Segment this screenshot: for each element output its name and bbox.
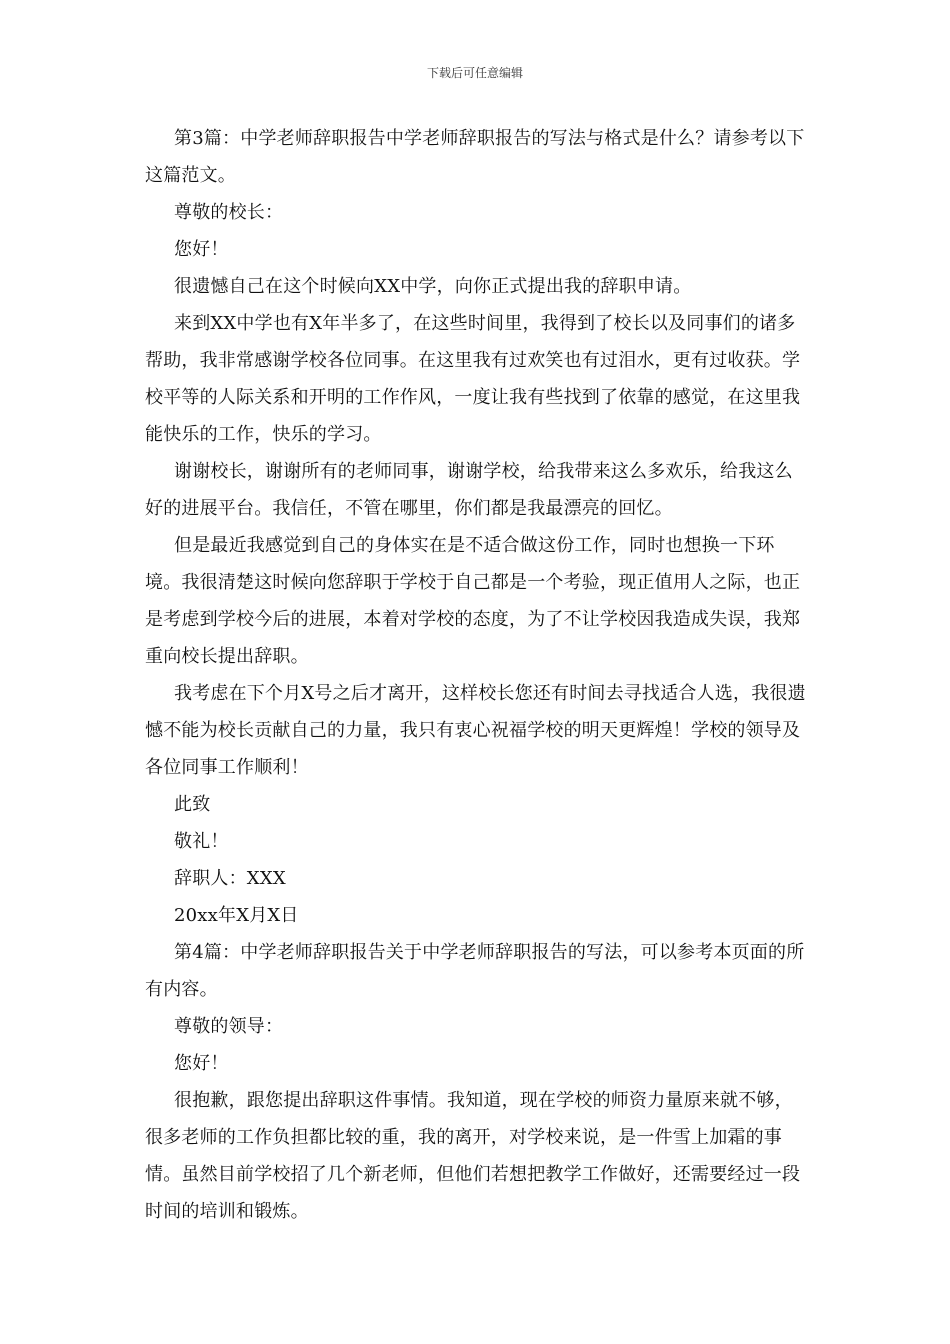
paragraph-closing: 此致: [174, 794, 211, 815]
paragraph: 谢谢校长，谢谢所有的老师同事，谢谢学校，给我带来这么多欢乐，给我这么好的进展平台。我信任，不管在哪里，你们都是我最漂亮的回忆。: [145, 461, 793, 519]
document-body: [145, 120, 810, 1230]
paragraph-date: 20xx年X月X日: [174, 905, 299, 926]
paragraph-regards: 敬礼！: [174, 831, 229, 852]
paragraph-salutation: 尊敬的领导：: [174, 1016, 284, 1037]
paragraph-signature: 辞职人：XXX: [174, 868, 286, 889]
page-header: 下载后可任意编辑: [426, 66, 523, 80]
paragraph: 很抱歉，跟您提出辞职这件事情。我知道，现在学校的师资力量原来就不够，很多老师的工作负担都比较的重，我的离开，对学校来说，是一件雪上加霜的事情。虽然目前学校招了几个新老师，但他们若想把教学工作做好，还需要经过一段时间的培训和锻炼。: [145, 1090, 801, 1222]
paragraph: 很遗憾自己在这个时候向XX中学，向你正式提出我的辞职申请。: [174, 276, 692, 297]
paragraph-article3-intro: 第3篇：中学老师辞职报告中学老师辞职报告的写法与格式是什么？请参考以下这篇范文。: [145, 128, 805, 186]
paragraph-salutation: 尊敬的校长：: [174, 202, 284, 223]
paragraph-article4-intro: 第4篇：中学老师辞职报告关于中学老师辞职报告的写法，可以参考本页面的所有内容。: [145, 942, 805, 1000]
paragraph: 来到XX中学也有X年半多了，在这些时间里，我得到了校长以及同事们的诸多帮助，我非常感谢学校各位同事。在这里我有过欢笑也有过泪水，更有过收获。学校平等的人际关系和开明的工作作风，一度让我有些找到了依靠的感觉，在这里我能快乐的工作，快乐的学习。: [145, 313, 801, 445]
paragraph-greeting: 您好！: [174, 1053, 229, 1074]
paragraph: 我考虑在下个月X号之后才离开，这样校长您还有时间去寻找适合人选，我很遗憾不能为校长贡献自己的力量，我只有衷心祝福学校的明天更辉煌！学校的领导及各位同事工作顺利！: [145, 683, 806, 778]
paragraph-greeting: 您好！: [174, 239, 229, 260]
paragraph: 但是最近我感觉到自己的身体实在是不适合做这份工作，同时也想换一下环境。我很清楚这时候向您辞职于学校于自己都是一个考验，现正值用人之际，也正是考虑到学校今后的进展，本着对学校的态度，为了不让学校因我造成失误，我郑重向校长提出辞职。: [145, 535, 801, 667]
